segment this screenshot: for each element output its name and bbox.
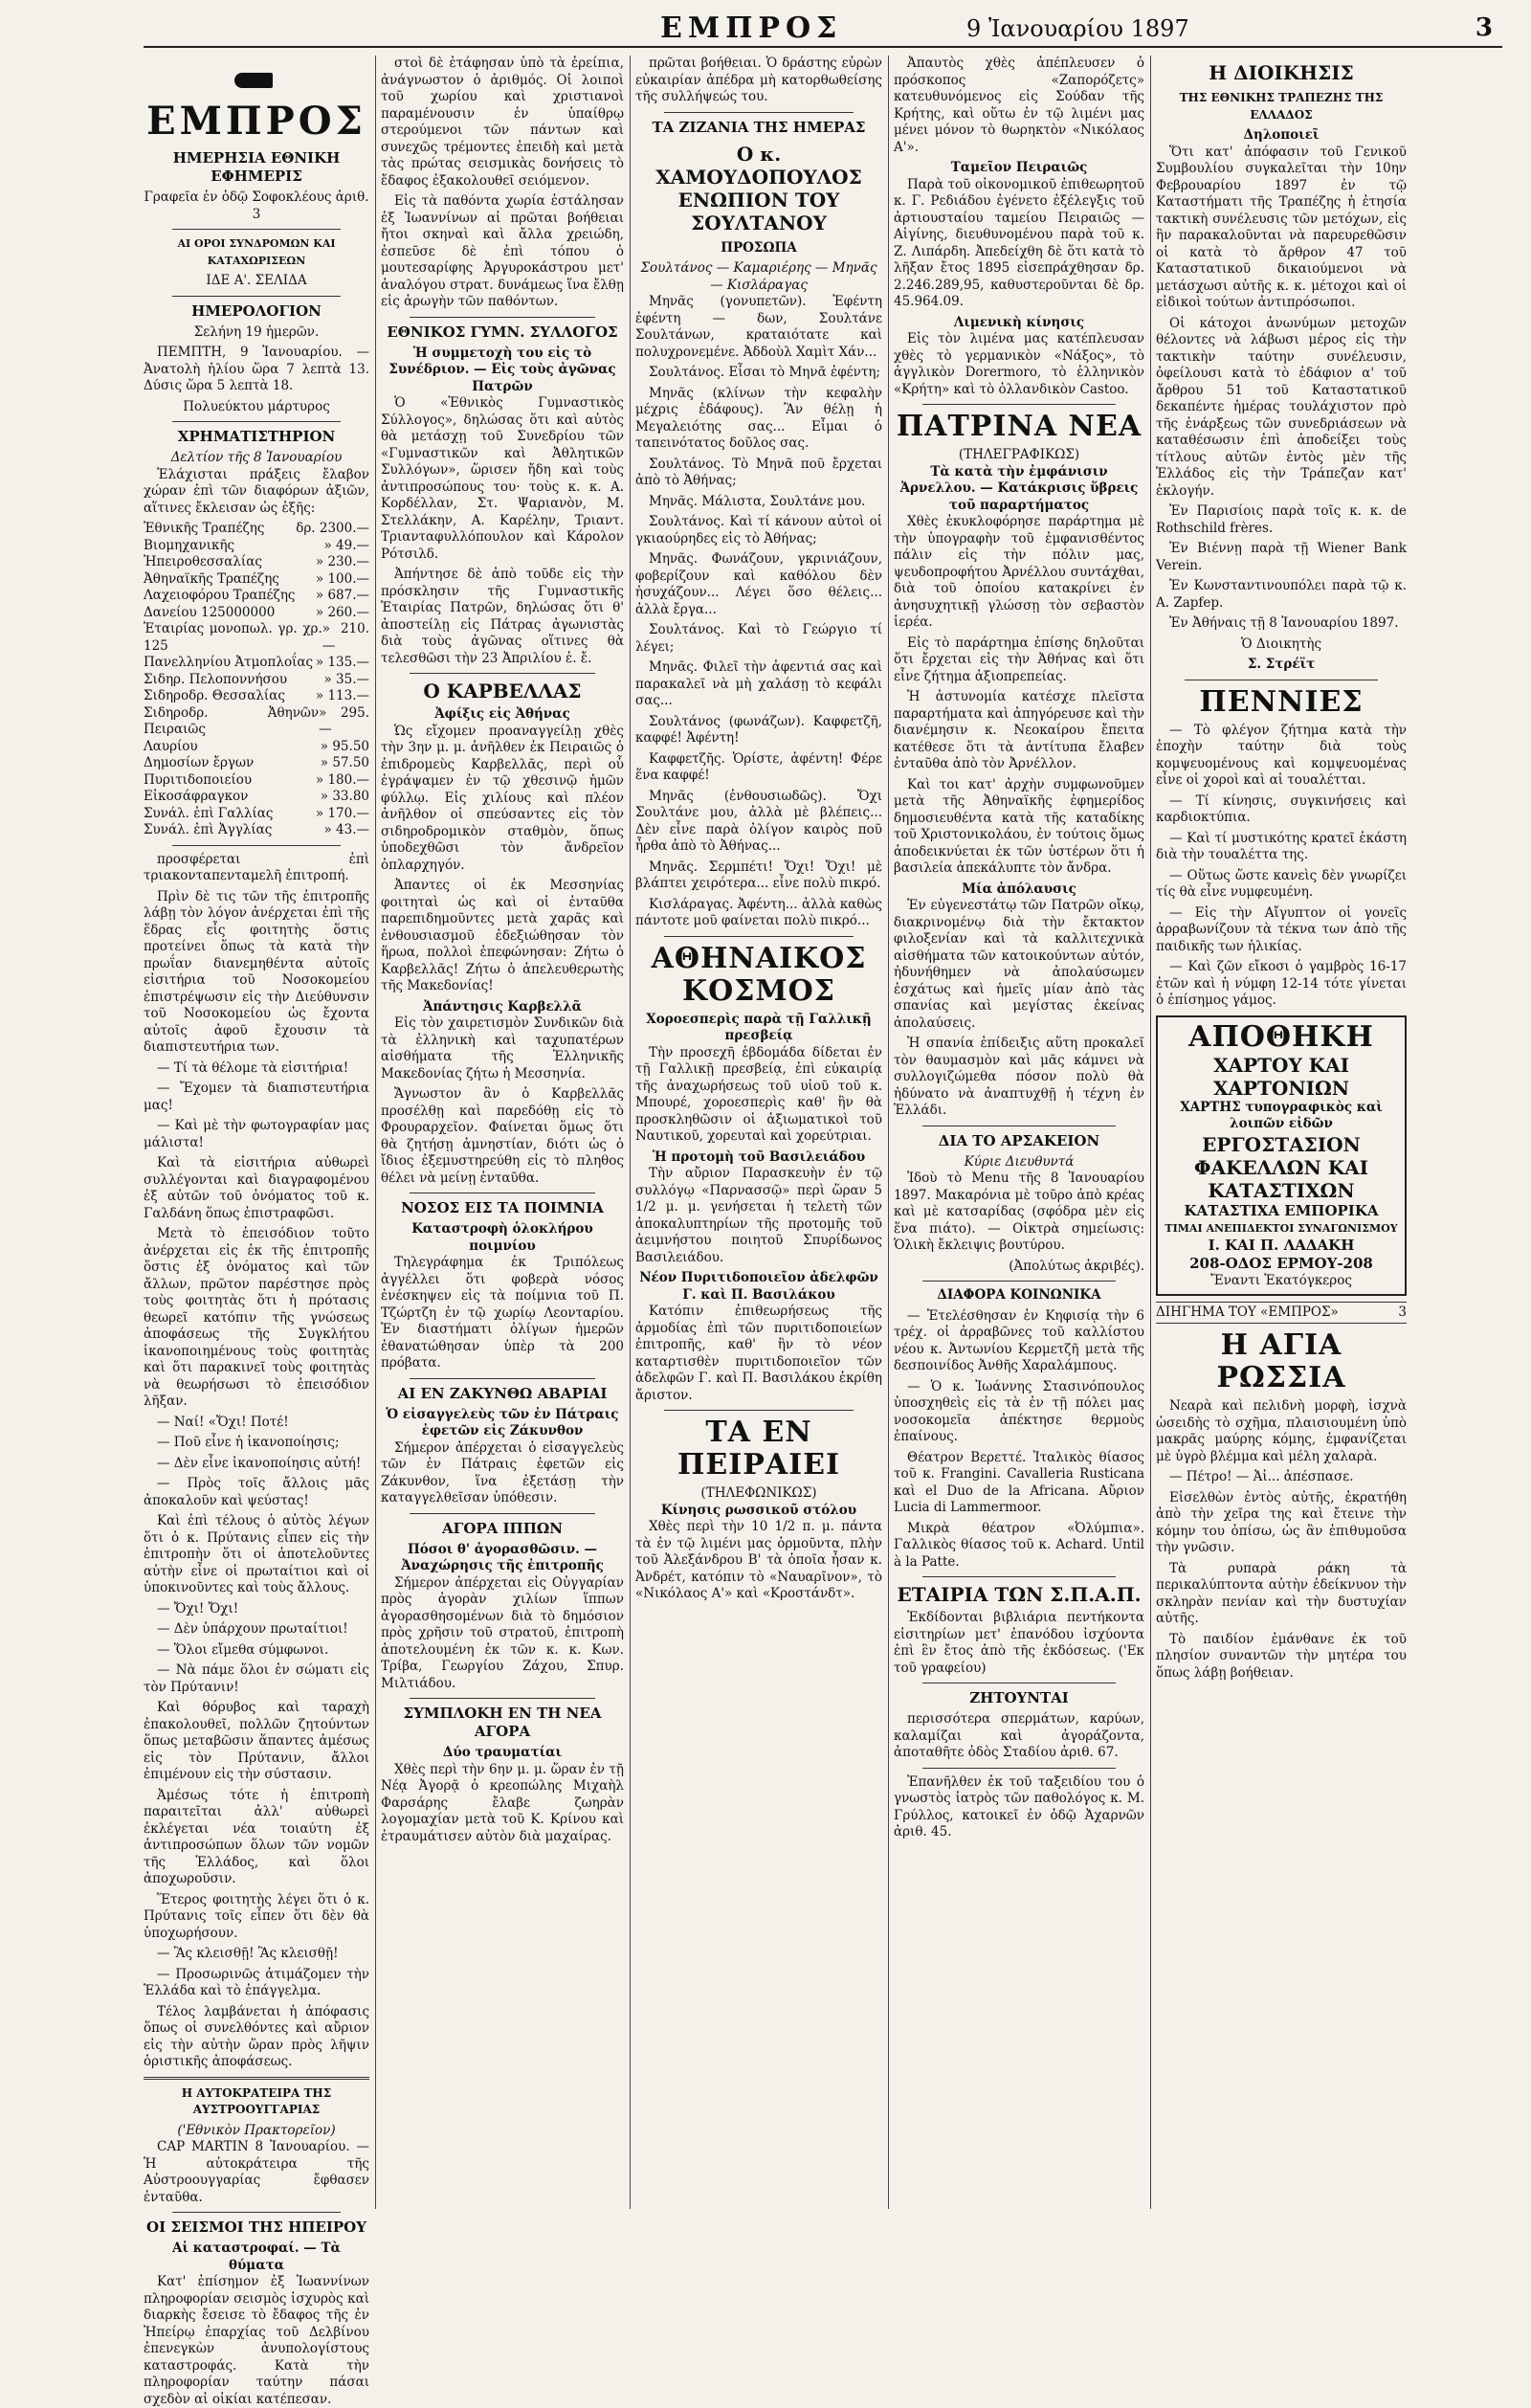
exchange-row [144,822,369,839]
column-4 [894,56,1144,2209]
article-text: πρῶται βοήθειαι. Ὁ δράστης εὑρὼν εὐκαιρίαν ἀπέδρα μὴ κατορθωθείσης τῆς συλλήψεώς του. [635,56,882,104]
exchange-row [144,605,369,622]
subheading: Κύριε Διευθυντά [964,1153,1075,1170]
subheading: Αἱ καταστροφαί. — Τὰ θύματα [172,2241,341,2273]
article-text: Καὶ ἐπὶ τέλους ὁ αὐτὸς λέγων ὅτι ὁ κ. Πρύτανις εἶπεν εἰς τὴν ἐπιτροπὴν ὅτι οἱ ἀποτελοῦντες αὐτὴν εἶνε οἱ πρωταίτιοι καὶ οἱ ὑποκινοῦντες καὶ τοὺς ἄλλους. [144,1513,369,1595]
headline: Ο ΚΑΡΒΕΛΛΑΣ [423,680,582,702]
exchange-row [144,739,369,756]
article-text: Σήμερον ἀπέρχεται ὁ εἰσαγγελεὺς τῶν ἐν Πάτραις ἐφετῶν εἰς Ζάκυνθον, ἵνα ἐξετάσῃ τὴν καταγγελθεῖσαν ὑπόθεσιν. [381,1439,624,1505]
pointing-hand-icon [234,73,273,88]
article-text: Ἀπαυτὸς χθὲς ἀπέπλευσεν ὁ πρόσκοπος «Ζαπορόζετς» κατευθυνόμενος εἰς Σούδαν τῆς Κρήτης, καὶ οὕτω ἐν τῷ λιμένι μας μένει μόνον τὸ θωρηκτὸν «Νικόλαος Α'». [894,56,1144,155]
article-text: Σουλτάνος (φωνάζων). Καφφετζῆ, καφφέ! Ἀφέντη! [635,713,882,746]
article-text: — Ὁ κ. Ἰωάννης Στασινόπουλος ὑποσχηθεὶς εἰς τὰ ἐν τῇ πόλει μας νοσοκομεῖα ἀπέκτησε θερμοὺς ἐπαίνους. [894,1378,1144,1444]
exchange-price: » 180.— [315,771,369,788]
column-2 [381,56,624,2209]
exchange-row [144,588,369,605]
article-text: — Δὲν ὑπάρχουν πρωταίτιοι! [157,1621,348,1637]
subheading: Ἀπάντησις Καρβελλᾶ [422,998,582,1014]
exchange-price: » 687.— [315,588,369,603]
article-text: — Ὄχι! Ὄχι! [157,1600,239,1616]
calendar-moon: Σελήνη 19 ἡμερῶν. [193,323,320,340]
article-text: Ἰδοὺ τὸ Menu τῆς 8 Ἰανουαρίου 1897. Μακαρόνια μὲ τοῦρο ἀπὸ κρέας καὶ μὲ κατσαρίδας (σφόδρα μὲν εἰς ἕνα πιάτο). — Οἰκτρὰ σημείωσις: Ὁλικὴ ἔκλειψις βουτύρου. [894,1171,1144,1253]
story-header [1156,1302,1407,1325]
subheading: Ἀφίξις εἰς Ἀθήνας [434,706,570,722]
article-text: Σουλτάνος. Καὶ τὸ Γεώργιο τί λέγει; [635,622,882,655]
article-text: Τέλος λαμβάνεται ἡ ἀπόφασις ὅπως οἱ συνελθόντες καὶ αὔριον εἰς τὴν αὐτὴν ὥραν πρὸς λῆψιν ὁριστικῆς ἀποφάσεως. [144,2003,369,2069]
article-text: — Τί κίνησις, συγκινήσεις καὶ καρδιοκτύπια. [1156,792,1407,825]
headline: ΔΙΑ ΤΟ ΑΡΣΑΚΕΙΟΝ [938,1131,1100,1149]
masthead [144,8,1502,48]
divider [172,296,341,297]
masthead-title: ΕΜΠΡΟΣ [660,11,843,45]
exchange-row [144,554,369,571]
subheading: Μία ἀπόλαυσις [962,881,1076,897]
article-text: — Καὶ μὲ τὴν φωτογραφίαν μας μάλιστα! [144,1118,369,1150]
exchange-security: Ἑταιρίας μονοπωλ. γρ. χρ. 125 [144,621,322,654]
story-series: ΔΙΗΓΗΜΑ ΤΟΥ «ΕΜΠΡΟΣ» [1156,1304,1339,1320]
article-text: Τὰ ρυπαρὰ ράκη τὰ περικαλύπτοντα αὐτὴν ἐδείκνυον τὴν σκληρὰν πενίαν καὶ τὴν δυστυχίαν αὐτῆς. [1156,1560,1407,1626]
headline: ΝΟΣΟΣ ΕΙΣ ΤΑ ΠΟΙΜΝΙΑ [401,1199,604,1216]
article-text: — Ποῦ εἶνε ἡ ἱκανοποίησις; [157,1435,340,1450]
article-text: περισσότερα σπερμάτων, καρύων, καλαμίζαι καὶ ἀγοράζοντα, ἀποταθῆτε ὁδὸς Σταδίου ἀριθ. 67. [894,1711,1144,1760]
divider [172,229,341,230]
exchange-table [144,521,369,839]
exchange-subheading: Δελτίον τῆς 8 Ἰανουαρίου [170,450,343,465]
ad-line: Ἔναντι Ἑκατόγκερος [1210,1273,1352,1288]
column-rule [630,56,631,2209]
exchange-security: Συνάλ. ἐπὶ Ἀγγλίας [144,822,273,837]
article-text: Κατόπιν ἐπιθεωρήσεως τῆς ἁρμοδίας ἐπὶ τῶν πυριτιδοποιείων ἐπιτροπῆς, καθ' ἣν τὸ νέον καταρτισθὲν πυριτιδοποιεῖον τῶν ἀδελφῶν Γ. καὶ Π. Βασιλάκου ἐκρίθη ἄριστον. [635,1304,882,1403]
exchange-row [144,806,369,823]
ad-title: ΑΠΟΘΗΚΗ [1188,1019,1374,1054]
subheading: (ΤΗΛΕΦΩΝΙΚΩΣ) [700,1485,817,1501]
divider [410,1513,595,1514]
article-text: Τὸ παιδίον ἐμάνθανε ἐκ τοῦ πλησίον συναντῶν τὴν μητέρα του ὅπως λάβῃ βοήθειαν. [1156,1631,1407,1681]
article-text: Ἡ σπανία ἐπίδειξις αὕτη προκαλεῖ τὸν θαυμασμὸν καὶ μᾶς κάμνει νὰ συλλογιζώμεθα πόσον πολὺ θὰ ἠδύνατο νὰ ἀναπτυχθῇ ἡ τέχνη ἐν Ἑλλάδι. [894,1036,1144,1118]
subheading: Ὁ εἰσαγγελεὺς τῶν ἐν Πάτραις ἐφετῶν εἰς Ζάκυνθον [386,1406,619,1438]
article-text: προσφέρεται ἐπὶ τριακονταπενταμελῆ ἐπιτροπή. [144,851,369,883]
column-rule [375,56,376,2209]
subheading: Νέον Πυριτιδοποιεῖον ἀδελφῶν Γ. καὶ Π. Βασιλάκου [639,1270,878,1303]
subheading: Κίνησις ρωσσικοῦ στόλου [660,1502,857,1518]
column-1 [144,56,369,2407]
article-text: Μετὰ τὸ ἐπεισόδιον τοῦτο ἀνέρχεται εἰς ἐκ τῆς ἐπιτροπῆς ὅστις ἐξ ὀνόματος καὶ τῶν ἄλλων, πρῶτον παρέστησε πρὸς τοὺς φοιτητὰς ὅτι ἡ πρότασις θεωρεῖ κατόπιν τῆς γνώσεως ἀποφάσεως τῆς Συγκλήτου ἱκανοποιημένους τοὺς φοιτητὰς καὶ ὅτι παρακινεῖ τοὺς φοιτητὰς νὰ θεωρήσωσι τὸ ἐπεισόδιον λῆξαν. [144,1226,369,1409]
headline: ΕΤΑΙΡΙΑ ΤΩΝ Σ.Π.Α.Π. [897,1583,1142,1606]
subheading: Δύο τραυματίαι [442,1745,563,1760]
subheading: Λιμενικὴ κίνησις [953,314,1085,330]
subheading: Τὰ κατὰ τὴν ἐμφάνισιν Ἀρνελλου. — Κατάκρισις ὕβρεις τοῦ παραρτήματος [899,463,1139,513]
subheading: Σουλτάνος — Καμαριέρης — Μηνᾶς — Κισλάραγας [640,260,877,293]
article-text: Ὡς εἴχομεν προαναγγείλῃ χθὲς τὴν 3ην μ. μ. ἀνῆλθεν ἐκ Πειραιῶς ὁ ἐπιδρομεὺς Καρβελλᾶς, περὶ οὗ ἐγράψαμεν ἐν τῷ χθεσινῷ ἡμῶν φύλλῳ. Εἰς χιλίους καὶ πλέον ἀνῆλθον οἱ σπεύσαντες εἰς τὸν σιδηροδρομικὸν σταθμὸν, ὅπως ὑποδεχθῶσι τὸν ἄνδρεῖον ὁπλαρχηγόν. [381,723,624,873]
exchange-security: Πυριτιδοποιείου [144,771,253,788]
exchange-security: Πανελληνίου Ἀτμοπλοΐας [144,655,314,670]
exchange-row [144,789,369,806]
advertisement-box [1156,1015,1407,1296]
article-text: Εἰς τὸν χαιρετισμὸν Συνδικῶν διὰ τὰ ἐλληνικὴ καὶ ταχυπατέρων αἰσθήματα τῆς Ἑλληνικῆς Μακεδονίας ζήτω ἡ Μεσσηνία. [381,1015,624,1081]
exchange-row [144,755,369,772]
divider [410,1698,595,1699]
article-text: Πρὶν δὲ τις τῶν τῆς ἐπιτροπῆς λάβῃ τὸν λόγον ἀνέρχεται ἐπὶ τῆς ἕδρας εἷς φοιτητὴς ὅστις προτείνει ὅπως τὰ κατὰ τὴν πρωΐαν διανεμηθέντα αὐτοῖς εἰσιτήρια τοῦ Νοσοκομείου ἐπιστρέψωσιν εἰς τὴν Διεύθυνσιν τοῦ Νοσοκομείου ὡς ἔχοντα αὐτοῖς ἀφοῦ ἔχουσιν τὰ διαπιστευτήρια των. [144,888,369,1055]
headline: Η ΑΓΙΑ ΡΩΣΣΙΑ [1216,1328,1346,1394]
ad-line: ΕΡΓΟΣΤΑΣΙΟΝ [1202,1132,1361,1156]
exchange-price: » 295.— [319,704,369,737]
divider [172,845,341,846]
exchange-heading: ΧΡΗΜΑΤΙΣΤΗΡΙΟΝ [177,428,336,445]
article-text: — Προσωρινῶς ἀτιμάζομεν τὴν Ἑλλάδα καὶ τὸ ἐπάγγελμα. [144,1966,369,1998]
headline-earthquakes: ΟΙ ΣΕΙΣΜΟΙ ΤΗΣ ΗΠΕΙΡΟΥ [146,2218,366,2236]
article-text: — Ὅλοι εἴμεθα σύμφωνοι. [157,1641,329,1658]
terms-note: ΙΔΕ Α'. ΣΕΛΙΔΑ [206,273,307,288]
exchange-security: Λαχειοφόρου Τραπέζης [144,588,296,603]
article-text: Εἰς τὰ παθόντα χωρία ἐστάλησαν ἐξ Ἰωαννίνων αἱ πρῶται βοήθειαι ἤτοι σκηναὶ καὶ ἄλλα χρειώδη, ἐσπεῦσε δὲ ἐπὶ τόπου ὁ μουτεσαρίφης Ἀργυροκάστρου μετ' ἀναλόγου στρατ. δυνάμεως ἵνα ἔλθῃ εἰς ἀρωγὴν τῶν παθόντων. [381,193,624,309]
divider [664,936,854,937]
article-text: Μηνᾶς. Φωνάζουν, γκρινιάζουν, φοβερίζουν καὶ καθόλου δὲν ἡσυχάζουν... Λέγει ὅσο θέλεις... ἀλλὰ ἔργα... [635,551,882,617]
article-text: Ἐκδίδονται βιβλιάρια πεντήκοντα εἰσιτηρίων μετ' ἐπανόδου ἰσχύοντα ἐπὶ ἓν ἔτος ἀπὸ τῆς ἐκδόσεως. ('Εκ τοῦ γραφείου) [894,1610,1144,1676]
article-text: Ἕτερος φοιτητὴς λέγει ὅτι ὁ κ. Πρύτανις τοῖς εἶπεν ὅτι δὲν θὰ ὑποχωρήσουν. [144,1891,369,1941]
exchange-price: » 170.— [315,805,369,821]
article-text: — Οὕτως ὥστε κανεὶς δὲν γνωρίζει τίς θὰ εἶνε νυμφευμένη. [1156,867,1407,900]
brand-subtitle: ΗΜΕΡΗΣΙΑ ΕΘΝΙΚΗ ΕΦΗΜΕΡΙΣ [172,149,341,185]
article-text: Εἰς τὸ παράρτημα ἐπίσης δηλοῦται ὅτι ἔρχεται εἰς τὴν Ἀθήνας καὶ ὅτι εἶνε ζήτημα ἀξιοπρεπείας. [894,635,1144,684]
ad-line: ΦΑΚΕΛΛΩΝ ΚΑΙ ΚΑΤΑΣΤΙΧΩΝ [1194,1155,1368,1202]
exchange-security: Σιδηροδρ. Ἀθηνῶν Πειραιῶς [144,704,320,737]
article-text: Ὁ Διοικητὴς [1241,635,1321,652]
article-text: — Τί τὰ θέλομε τὰ εἰσιτήρια! [157,1059,349,1076]
calendar-saint: Πολυεύκτου μάρτυρος [183,398,330,414]
exchange-row [144,538,369,555]
subheading: Πόσοι θ' ἀγορασθῶσιν. — Ἀναχώρησις τῆς ἐπιτροπῆς [401,1541,604,1573]
divider [172,421,341,422]
exchange-security: Ἐθνικῆς Τραπέζης [144,521,265,536]
exchange-price: » 210.— [322,621,369,654]
brand-title: ΕΜΠΡΟΣ [146,99,366,144]
article-text: Κατ' ἐπίσημον ἐξ Ἰωαννίνων πληροφορίαν σεισμὸς ἰσχυρὸς καὶ διαρκὴς ἔσεισε τὸ ἔδαφος τῆς ἐν Ἠπείρῳ ἐπαρχίας τοῦ Δελβίνου ἐπενεγκὼν ἀνυπολογίστους καταστροφάς. Κατὰ τὴν πληροφορίαν ταύτην πάσαι σχεδὸν αἱ οἰκίαι κατέπεσαν. [144,2274,369,2407]
article-text: Ὁ «Ἐθνικὸς Γυμναστικὸς Σύλλογος», δηλώσας ὅτι καὶ αὐτὸς θὰ μετάσχῃ τοῦ Συνεδρίου τῶν «Γυμναστικῶν καὶ Ἀθλητικῶν Συλλόγων», ὥρισεν ἤδη καὶ τοὺς ἀντιπροσώπους του· τοὺς κ. κ. Α. Κορδέλλαν, Στ. Ψαριανὸν, Μ. Στελλάκην, Α. Καρέλην, Τριαντ. Τριανταφυλλόπουλον καὶ Κάρολον Ρότσιλδ. [381,395,624,562]
article-text: Τὴν προσεχῆ ἑβδομάδα δίδεται ἐν τῇ Γαλλικῇ πρεσβείᾳ, ἐπὶ εὐκαιρίᾳ τῆς ἀναχωρήσεως τοῦ υἱοῦ τοῦ κ. Μπουρέ, χοροεσπερὶς καθ' ἣν θὰ προσκληθῶσιν οἱ ἀξιωματικοὶ τοῦ Ναυτικοῦ, χορευταὶ καὶ χορεύτριαι. [635,1044,882,1144]
story-part-number: 3 [1398,1304,1407,1320]
article-text: Ἀπαντες οἱ ἐκ Μεσσηνίας φοιτηταὶ ὡς καὶ οἱ ἐνταῦθα παρεπιδημοῦντες μετὰ χαρᾶς καὶ ἐνθουσιασμοῦ ἐδεξιώθησαν τὸν ἥρωα, πολλοὶ ἐπεφώνησαν: Ζήτω ὁ Καρβελλᾶς! Ζήτω ὁ ἀπελευθερωτὴς τῆς Μακεδονίας! [381,878,624,993]
column-rule [888,56,889,2209]
headline: ΠΕΝΝΙΕΣ [1199,684,1364,719]
divider [664,112,854,113]
article-text: Ἐν εὐγενεστάτῳ τῶν Πατρῶν οἴκῳ, διακρινομένῳ διὰ τὴν ἔκτακτον φιλοξενίαν καὶ τὰ καλλιτεχνικὰ αἰσθήματα τῶν κατοικούντων αὐτόν, ἠδυνήθημεν νὰ ἀπολαύσωμεν ἐσχάτως καὶ ἡμεῖς μίαν ἀπὸ τὰς σπανίας καὶ μεγίστας ἐκείνας ἀπολαύσεις. [894,898,1144,1031]
exchange-security: Λαυρίου [144,738,198,754]
exchange-price: » 230.— [315,554,369,569]
article-text: — Ἐτελέσθησαν ἐν Κηφισίᾳ τὴν 6 τρέχ. οἱ ἀρραβῶνες τοῦ καλλίστου νέου κ. Ἀντωνίου Κερμετζῆ μετὰ τῆς δεσποινίδος Ἀνθῆς Χαραλάμπους. [894,1307,1144,1373]
article-text: Χθὲς περὶ τὴν 6ην μ. μ. ὥραν ἐν τῇ Νέᾳ Ἀγορᾷ ὁ κρεοπώλης Μιχαὴλ Φαρσάρης ἔλαβε ζωηρὰν λογομαχίαν μετὰ τοῦ Κ. Κρίνου καὶ ἐτραυμάτισεν αὐτὸν διὰ μαχαίρας. [381,1761,624,1844]
article-text: Ἐν Βιέννῃ παρὰ τῇ Wiener Bank Verein. [1156,541,1407,573]
divider [144,2077,369,2080]
exchange-security: Δημοσίων ἔργων [144,755,255,770]
article-text: (Ἀπολύτως ἀκριβές). [1009,1258,1144,1274]
exchange-security: Βιομηχανικῆς [144,537,235,553]
exchange-security: Σιδηροδρ. Θεσσαλίας [144,688,285,703]
article-text: — Καὶ τί μυστικότης κρατεῖ ἑκάστη διὰ τὴν τουαλέττα της. [1156,830,1407,862]
subheading: Ταμεῖον Πειραιῶς [950,160,1088,175]
ad-line: ΧΑΡΤΟΥ ΚΑΙ ΧΑΡΤΟΝΙΩΝ [1212,1053,1350,1100]
ad-line: 208-ΟΔΟΣ ΕΡΜΟΥ-208 [1189,1255,1373,1272]
calendar-heading: ΗΜΕΡΟΛΟΓΙΟΝ [191,301,322,320]
article-text: Χθὲς ἐκυκλοφόρησε παράρτημα μὲ τὴν ὑπογραφὴν τοῦ ἐμφανισθέντος πάλιν εἰς τὴν πόλιν μας, ψευδοπροφήτου Ἀρνέλλου συντάχθαι, διὰ τοῦ ὁποίου κατακρίνει ἐν ἀνησυχητικῇ γλώσσῃ τὸν σεβαστὸν ἱερέα. [894,514,1144,630]
headline: Ο κ. ΧΑΜΟΥΔΟΠΟΥΛΟΣ ΕΝΩΠΙΟΝ ΤΟΥ ΣΟΥΛΤΑΝΟΥ [655,142,862,234]
divider [922,1576,1116,1577]
masthead-date: 9 Ἰανουαρίου 1897 [966,15,1189,42]
divider [922,1281,1116,1282]
article-text: Καὶ τοι κατ' ἀρχὴν συμφωνοῦμεν μετὰ τῆς Ἀθηναϊκῆς ἐφημερίδος δημοσιευθέντα κατὰ τῆς καταδίκης τοῦ Χριστονικολάου, ἐν τούτοις ὅμως ἀποδεικνύεται ἐκ τῶν ὑστέρων ὅτι ἡ βασιλεία ἀπεκάλυπτε τὸν ἄνδρα. [894,776,1144,876]
subheading: ('Εθνικὸν Πρακτορεῖον) [177,2122,336,2138]
article-text: Μηνᾶς (κλίνων τὴν κεφαλὴν μέχρις ἐδάφους). Ἂν θέλῃ ἡ Μεγαλειότης σας... Εἶμαι ὁ ταπεινότατος δοῦλος σας. [635,385,882,451]
article-text: Σουλτάνος. Καὶ τί κάνουν αὐτοὶ οἱ γκιαούρηδες εἰς τὸ Ἀθήνας; [635,514,882,546]
headline: ΕΘΝΙΚΟΣ ΓΥΜΝ. ΣΥΛΛΟΓΟΣ [387,323,618,341]
article-text: Παρὰ τοῦ οἰκονομικοῦ ἐπιθεωρητοῦ κ. Γ. Ρεδιάδου ἐγένετο ἐξέλεγξις τοῦ ἀρτιουσταίου ταμείου Πειραιῶς — Αἰγίνης, διευθυνομένου παρὰ τοῦ κ. Ζ. Λιπάρδη. Ἀπεδείχθη δὲ ὅτι κατὰ τὸ λῆξαν ἔτος 1895 εἰσεπράχθησαν δρ. 2.246.289,95, καθυστεροῦνται δὲ δρ. 45.964.09. [894,176,1144,309]
headline: Η ΔΙΟΙΚΗΣΙΣ [1209,61,1354,84]
article-text: Ἀμέσως τότε ἡ ἐπιτροπὴ παραιτεῖται ἀλλ' αὐθωρεὶ ἐκλέγεται νέα τοιαύτη ἐξ ἀντιπροσώπων ὅλων τῶν νομῶν τῆς Ἑλλάδος, καὶ ὅλοι ἀποχωροῦσιν. [144,1787,369,1886]
article-text: Καφφετζῆς. Ὁρίστε, ἀφέντη! Φέρε ἕνα καφφέ! [635,750,882,783]
article-text: Ἀπήντησε δὲ ἀπὸ τοῦδε εἰς τὴν πρόσκλησιν τῆς Γυμναστικῆς Ἑταιρίας Πατρῶν, δηλώσας ὅτι θ' ἀποστείλῃ εἰς Πάτρας ἀγωνιστὰς διὰ τοὺς ἀγῶνας οἵτινες θὰ τελεσθῶσι τὴν 23 Ἀπριλίου ἐ. ἔ. [381,567,624,666]
divider [922,1768,1116,1769]
headline: ΑΓΟΡΑ ΙΠΠΩΝ [442,1519,563,1537]
subheading: ΤΗΣ ΕΘΝΙΚΗΣ ΤΡΑΠΕΖΗΣ ΤΗΣ ΕΛΛΑΔΟΣ [1179,91,1384,122]
article-text: Ἡ ἀστυνομία κατέσχε πλεῖστα παραρτήματα καὶ ἀπηγόρευσε καὶ τὴν διανέμησιν κ. Νεοκαίρου ἔπειτα κατέθεσε ὅτι τὰ ἀντίτυπα ἔλαβεν ἐνταῦθα ἀπὸ τὸν Ἀρνέλλον. [894,689,1144,771]
exchange-price: δρ. 2300.— [296,521,369,536]
divider [172,2212,341,2213]
office-address: Γραφεῖα ἐν ὁδῷ Σοφοκλέους ἀριθ. 3 [144,190,369,222]
subheading: (ΤΗΛΕΓΡΑΦΙΚΩΣ) [958,447,1080,462]
subheading: Ἡ προτομὴ τοῦ Βασιλειάδου [652,1148,866,1165]
article-text: Χθὲς περὶ τὴν 10 1/2 π. μ. πάντα τὰ ἐν τῷ λιμένι μας ὁρμοῦντα, πλὴν τοῦ Ἀλεξάνδρου Β' τὰ ὁποῖα ἦσαν κ. Ἀνδρέτ, κατόπιν τὸ «Ναυαρῖνον», τὸ «Νικόλαος Α'» καὶ «Κροστάνδτ». [635,1519,882,1601]
article-text: Μηνᾶς (ἐνθουσιωδῶς). Ὄχι Σουλτάνε μου, ἀλλὰ μὲ βλέπεις... Δὲν εἶνε παρὰ ὀλίγον καιρὸς ποῦ ἦρθα ἀπὸ τὸ Ἀθήνας... [635,788,882,854]
divider [922,404,1116,405]
ad-line: Ι. ΚΑΙ Π. ΛΑΔΑΚΗ [1208,1237,1355,1254]
article-text: Ἐν Παρισίοις παρὰ τοῖς κ. κ. de Rothschild frères. [1156,503,1407,536]
subheading: Δηλοποιεῖ [1243,127,1320,143]
exchange-price: » 33.80 [320,789,369,804]
article-text: Ἐπανῆλθεν ἐκ τοῦ ταξειδίου του ὁ γνωστὸς ἰατρὸς τῶν παθολόγος κ. Μ. Γρύλλος, κατοικεῖ ἐν ὁδῷ Ἀχαρνῶν ἀριθ. 45. [894,1773,1144,1839]
exchange-price: » 100.— [315,570,369,587]
article-text: — Πρὸς τοῖς ἄλλοις μᾶς ἀποκαλοῦν καὶ ψεύστας! [144,1476,369,1508]
ad-line: ΤΙΜΑΙ ΑΝΕΠΙΔΕΚΤΟΙ ΣΥΝΑΓΩΝΙΣΜΟΥ [1165,1221,1398,1235]
article-text: Εἰσελθὼν ἐντὸς αὐτῆς, ἐκρατήθη ἀπὸ τὴν χεῖρα της καὶ ἔτεινε τὴν κόμην του ὀπίσω, ὡς ἂν ἐπιθυμοῦσα τὴν γνῶσιν. [1156,1489,1407,1555]
exchange-security: Ἠπειροθεσσαλίας [144,554,262,569]
exchange-intro: Ἐλάχισται πράξεις ἔλαβον χώραν ἐπὶ τῶν διαφόρων ἀξιῶν, αἵτινες ἔκλεισαν ὡς ἑξῆς: [144,466,369,516]
headline: ΖΗΤΟΥΝΤΑΙ [969,1689,1069,1706]
exchange-price: » 57.50 [320,755,369,770]
article-text: CAP MARTIN 8 Ἰανουαρίου. — Ἡ αὐτοκράτειρα τῆς Αὐστροουγγαρίας ἔφθασεν ἐνταῦθα. [144,2139,369,2205]
article-text: Μηνᾶς. Φιλεῖ τὴν ἀφεντιά σας καὶ παρακαλεῖ νὰ μὴ χαλάσῃ τὸ κεφάλι σας... [635,659,882,708]
divider [664,1410,854,1411]
article-text: Εἰς τὸν λιμένα μας κατέπλευσαν χθὲς τὸ γερμανικὸν «Νάξος», τὸ ἀγγλικὸν Dorermoro, τὸ ἑλληνικὸν «Κρήτη» καὶ τὸ ὀλλανδικὸν Castoo. [894,331,1144,397]
signature-name: Σ. Στρέϊτ [1247,657,1316,672]
exchange-row [144,772,369,790]
exchange-row [144,571,369,589]
subheading: ΠΡΟΣΩΠΑ [721,239,797,256]
article-text: Μικρὰ θέατρον «Ὀλύμπια». Γαλλικὸς θίασος τοῦ κ. Achard. Until à la Patte. [894,1520,1144,1570]
article-text: Σήμερον ἀπέρχεται εἰς Οὐγγαρίαν πρὸς ἀγορὰν χιλίων ἵππων ἀγορασθησομένων διὰ τὸ δημόσιον πρὸς χρῆσιν τοῦ στρατοῦ, ἐπιτροπὴ ἀποτελουμένη ἐκ τῶν κ. κ. Κων. Τρίβα, Γεωργίου Ζάχου, Σπυρ. Μιλτιάδου. [381,1574,624,1691]
exchange-price: » 113.— [315,688,369,703]
article-text: Κισλάραγας. Ἀφέντη... ἀλλὰ καθὼς πάντοτε μοῦ φαίνεται πολὺ πικρό... [635,896,882,928]
article-text: — Τὸ φλέγον ζήτημα κατὰ τὴν ἐποχὴν ταύτην διὰ τοὺς κομψευομένους καὶ κομψευομένας εἶνε οἱ χοροὶ καὶ αἱ τουαλέτται. [1156,722,1407,788]
divider [410,673,595,674]
article-text: Σουλτάνος. Τὸ Μηνᾶ ποῦ ἔρχεται ἀπὸ τὸ Ἀθήνας; [635,456,882,488]
subheading: Καταστροφὴ ὁλοκλήρου ποιμνίου [411,1221,593,1254]
article-text: Νεαρὰ καὶ πελιδνὴ μορφὴ, ἰσχνὰ ὡσειδὴς τὸ σχῆμα, πλαισιουμένη ὑπὸ μακρᾶς μαύρης κόμης, ἐμφανίζεται μὲ ὑγρὸ βλέμμα καὶ μέλη χαλαρὰ. [1156,1398,1407,1464]
exchange-price: » 135.— [315,655,369,670]
headline: ΣΥΜΠΛΟΚΗ ΕΝ ΤΗ ΝΕΑ ΑΓΟΡΑ [403,1705,602,1740]
headline: ΔΙΑΦΟΡΑ ΚΟΙΝΩΝΙΚΑ [937,1287,1101,1303]
exchange-security: Συνάλ. ἐπὶ Γαλλίας [144,805,274,821]
article-text: — Ἔχομεν τὰ διαπιστευτήρια μας! [144,1081,369,1113]
exchange-security: Δανείου 125000000 [144,604,276,620]
column-rule [1150,56,1151,2209]
exchange-row [144,705,369,739]
article-text: — Πέτρο! — Ἀἰ... ἀπέσπασε. [1169,1469,1354,1484]
ad-line: ΧΑΡΤΗΣ τυπογραφικὸς καὶ λοιπῶν εἰδῶν [1180,1099,1383,1131]
article-text: Ἐν Κωνσταντινουπόλει παρὰ τῷ κ. Α. Zapfep. [1156,578,1407,611]
headline: ΑΙ ΕΝ ΖΑΚΥΝΘΩ ΑΒΑΡΙΑΙ [397,1384,608,1402]
calendar-sun: ΠΕΜΠΤΗ, 9 Ἰανουαρίου. — Ἀνατολὴ ἡλίου ὥρα 7 λεπτὰ 13. Δύσις ὥρα 5 λεπτὰ 18. [144,345,369,393]
article-text: — Εἰς τὴν Αἴγυπτον οἱ γονεῖς ἀρραβωνίζουν τὰ τέκνα των ἀπὸ τῆς παιδικῆς των ἡλικίας. [1156,904,1407,954]
article-text: στοὶ δὲ ἐτάφησαν ὑπὸ τὰ ἐρείπια, ἀνάγνωστον ὁ ἀριθμός. Οἱ λοιποὶ τοῦ χωρίου καὶ χριστιανοὶ παραμένουσιν ἐν ὑπαίθρῳ στερούμενοι τῶν πάντων καὶ συνεχῶς τρέμοντες ἐπειδὴ καὶ μετὰ τὰς πρώτας σεισμικὰς δονήσεις τὸ ἔδαφος ἐξακολουθεῖ σειόμενον. [381,56,624,189]
article-text: Καὶ τὰ εἰσιτήρια αὐθωρεὶ συλλέγονται καὶ διαγραφομένου ἐξ αὐτῶν τοῦ ὀνόματος τοῦ κ. Γαλδάνη ὅπως ἐπιστραφῶσι. [144,1155,369,1221]
exchange-row [144,688,369,705]
ad-line: ΚΑΤΑΣΤΙΧΑ ΕΜΠΟΡΙΚΑ [1184,1201,1379,1219]
article-text: — Δὲν εἶνε ἱκανοποίησις αὐτή! [157,1455,362,1471]
exchange-row [144,655,369,672]
article-text: Μηνᾶς. Σερμπέτι! Ὄχι! Ὄχι! μὲ βλάπτει χειρότερα... εἶνε πολὺ πικρό. [635,858,882,891]
exchange-price: » 49.— [323,537,369,553]
exchange-price: » 35.— [323,671,369,687]
article-text: Ἄγνωστον ἂν ὁ Καρβελλᾶς προσέλθῃ καὶ παρεδόθῃ εἰς τὸ Φρουραρχεῖον. Φαίνεται ὅμως ὅτι θὰ ζητήσῃ ἀμνηστίαν, διότι ὡς ὁ ἴδιος ἐξεμυστηρεύθη εἰς τὸ πληθος θέλει νὰ μείνῃ ἐνταῦθα. [381,1086,624,1186]
exchange-row [144,521,369,538]
article-text: Ἐν Ἀθήναις τῇ 8 Ἰανουαρίου 1897. [1169,615,1399,631]
terms-heading: ΑΙ ΟΡΟΙ ΣΥΝΔΡΟΜΩΝ ΚΑΙ ΚΑΤΑΧΩΡΙΣΕΩΝ [177,237,336,267]
subheading: Ἡ συμμετοχὴ του εἰς τὸ Συνέδριον. — Εἰς τοὺς ἀγῶνας Πατρῶν [388,345,616,394]
article-text: — Νὰ πάμε ὅλοι ἐν σώματι εἰς τὸν Πρύτανιν! [144,1662,369,1695]
article-text: — Ναί! «Ὄχι! Ποτέ! [157,1414,289,1430]
article-text: Ὅτι κατ' ἀπόφασιν τοῦ Γενικοῦ Συμβουλίου συγκαλεῖται τὴν 10ην Φεβρουαρίου 1897 ἐν τῷ Καταστήματι τῆς Τραπέζης ἡ ἐτησία τακτικὴ συνέλευσις τῶν μετόχων, εἰς ἣν παρακαλοῦνται νὰ παρευρεθῶσιν οἱ κατὰ τὸ ἄρθρον 47 τοῦ Καταστατικοῦ δικαιούμενοι νὰ μετάσχωσι αὐτῆς κ. κ. μέτοχοι καὶ οἱ εἰδικοὶ τούτων ἀντιπρόσωποι. [1156,144,1407,310]
exchange-row [144,672,369,689]
exchange-security: Ἀθηναϊκῆς Τραπέζης [144,570,279,587]
article-text: Τηλεγράφημα ἐκ Τριπόλεως ἀγγέλλει ὅτι φοβερὰ νόσος ἐνέσκηψεν εἰς τὰ ποίμνια τοῦ Π. Τζώρτζη ἐν τῷ χωρίῳ Λεονταρίου. Ἐν διαστήματι ὀλίγων ἡμερῶν ἐθανατώθησαν ὑπὲρ τὰ 200 πρόβατα. [381,1255,624,1371]
article-text: Μηνᾶς (γονυπετῶν). Ἐφέντη ἐφέντη — δων, Σουλτάνε Σουλτάνων, κραταιότατε καὶ πολυχρονεμένε. Ἀδδοὺλ Χαμὶτ Χάν... [635,294,882,360]
headline: ΤΑ ΖΙΖΑΝΙΑ ΤΗΣ ΗΜΕΡΑΣ [652,118,866,136]
exchange-security: Σιδηρ. Πελοποννήσου [144,671,288,687]
article-text: Θέατρον Βερεττέ. Ἰταλικὸς θίασος τοῦ κ. Frangini. Cavalleria Rusticana καὶ el Duo de la Africana. Αὔριον Lucia di Lammermoor. [894,1449,1144,1515]
headline: ΠΑΤΡΙΝΑ ΝΕΑ [896,410,1143,443]
exchange-row [144,621,369,655]
headline-austria: Η ΑΥΤΟΚΡΑΤΕΙΡΑ ΤΗΣ ΑΥΣΤΡΟΟΥΓΓΑΡΙΑΣ [181,2085,332,2116]
article-text: Μηνᾶς. Μάλιστα, Σουλτάνε μου. [649,493,866,509]
brand-block [144,56,369,144]
exchange-price: » 260.— [315,604,369,620]
subheading: Χοροεσπερὶς παρὰ τῇ Γαλλικῇ πρεσβείᾳ [646,1011,872,1043]
article-text: Τὴν αὔριον Παρασκευὴν ἐν τῷ συλλόγῳ «Παρνασσῷ» περὶ ὥραν 5 1/2 μ. μ. γενήσεται ἡ τελετὴ τῶν ἀποκαλυπτηρίων τῆς προτομῆς τοῦ ἀειμνήστου ποιητοῦ Σπυρίδωνος Βασιλειάδου. [635,1166,882,1265]
exchange-price: » 43.— [323,822,369,837]
exchange-price: » 95.50 [320,738,369,754]
article-text: Οἱ κάτοχοι ἀνωνύμων μετοχῶν θέλοντες νὰ λάβωσι μέρος εἰς τὴν τακτικὴν ταύτην συνέλευσιν, ὀφείλουσι κατὰ τὸ ἐδάφιον α' τοῦ ἄρθρου 51 τοῦ Καταστατικοῦ δεκαπέντε ἡμέρας τουλάχιστον πρὸ τῆς ἐνάρξεως τῶν συνεδριάσεων νὰ καταθέσωσιν ἐπὶ ἀποδείξει τοὺς τίτλους αὐτῶν ἐντὸς μὲν τῆς Ἑλλάδος εἰς τὴν Τράπεζαν κατ' ἐκλογήν. [1156,315,1407,499]
article-text: — Ἂς κλεισθῇ! Ἂς κλεισθῇ! [157,1946,339,1961]
exchange-security: Εἰκοσάφραγκον [144,789,249,804]
article-text: Καὶ θόρυβος καὶ ταραχὴ ἐπακολουθεῖ, πολλῶν ζητούντων ὅπως μεταβῶσιν ἅπαντες ἀμέσως εἰς τὸν Πρύτανιν, ἄλλοι ἐπιμένουν εἰς τὴν σύστασιν. [144,1700,369,1782]
column-5 [1156,56,1407,2209]
divider [410,317,595,318]
article-text: — Καὶ ζῶν εἴκοσι ὁ γαμβρὸς 16-17 ἐτῶν καὶ ἡ νύμφη 12-14 τότε γίνεται ὁ ἐπίσημος γάμος. [1156,959,1407,1008]
divider [410,1378,595,1379]
headline: ΑΘΗΝΑΙΚΟΣ ΚΟΣΜΟΣ [651,941,867,1008]
page-number: 3 [1475,13,1493,42]
article-text: Σουλτάνος. Εἶσαι τὸ Μηνᾶ ἐφέντη; [649,365,880,380]
column-3 [635,56,882,2209]
headline: ΤΑ ΕΝ ΠΕΙΡΑΙΕΙ [677,1416,840,1482]
